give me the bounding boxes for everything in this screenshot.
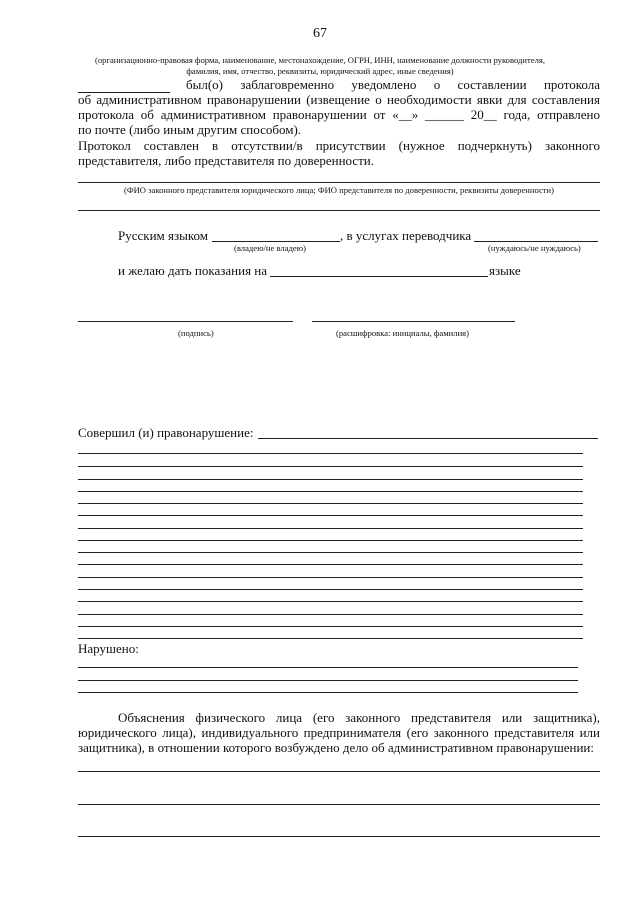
notice-line4: по почте (либо иным другим способом). (78, 122, 302, 137)
explanation-blank-line[interactable] (78, 804, 600, 805)
explanation-line2: юридического лица), индивидуального предпринимателя (его законного представителя или (78, 725, 600, 740)
representative-line-2[interactable] (78, 210, 600, 211)
notice-line3: протокола об административном правонарушении от «__» ______ 20__ года, отправлено (78, 107, 600, 122)
offense-blank-line[interactable] (78, 515, 583, 516)
owns-language-caption: (владею/не владею) (234, 243, 306, 253)
offense-blank-line[interactable] (78, 626, 583, 627)
violated-blank-line[interactable] (78, 680, 578, 681)
offense-blank-line[interactable] (78, 589, 583, 590)
page-number: 67 (313, 26, 327, 41)
offense-blank-line[interactable] (78, 453, 583, 454)
offense-blank-line[interactable] (78, 564, 583, 565)
offense-blank-line[interactable] (78, 601, 583, 602)
signature-caption: (подпись) (178, 328, 214, 338)
offense-blank-line[interactable] (78, 638, 583, 639)
explanation-line3: защитника), в отношении которого возбуждено дело об административном правонарушении: (78, 740, 594, 755)
explanation-line1: Объяснения физического лица (его законного представителя или защитника), (118, 710, 600, 725)
signature-decode-line[interactable] (312, 321, 515, 322)
offense-blank-line[interactable] (78, 479, 583, 480)
translator-blank[interactable] (474, 241, 598, 242)
translator-label: , в услугах переводчика (340, 228, 472, 243)
russian-language-blank[interactable] (212, 241, 340, 242)
representative-caption: (ФИО законного представителя юридического лица; ФИО представителя по доверенности, реквизиты доверенности) (123, 185, 555, 195)
offense-blank-line[interactable] (78, 466, 583, 467)
presence-line2: представителя, либо представителя по доверенности. (78, 153, 375, 168)
russian-language-label: Русским языком (118, 228, 209, 243)
violated-label: Нарушено: (78, 641, 139, 656)
org-caption-line2: фамилия, имя, отчество, реквизиты, юридический адрес, иные сведения) (186, 66, 454, 76)
needs-translator-caption: (нуждаюсь/не нуждаюсь) (488, 243, 581, 253)
offense-blank-line[interactable] (78, 540, 583, 541)
presence-line1: Протокол составлен в отсутствии/в присутствии (нужное подчеркнуть) законного (78, 138, 600, 153)
offense-blank-line[interactable] (78, 577, 583, 578)
representative-line[interactable] (78, 182, 600, 183)
violated-blank-line[interactable] (78, 667, 578, 668)
offense-label: Совершил (и) правонарушение: (78, 425, 254, 440)
offense-first-line[interactable] (258, 438, 598, 439)
testimony-suffix: языке (489, 263, 521, 278)
signature-decode-caption: (расшифровка: инициалы, фамилия) (336, 328, 469, 338)
testimony-language-blank[interactable] (270, 276, 488, 277)
offense-blank-line[interactable] (78, 552, 583, 553)
explanation-blank-line[interactable] (78, 836, 600, 837)
notice-line2: об административном правонарушении (извещение о необходимости явки для составления (78, 92, 600, 107)
offense-blank-line[interactable] (78, 528, 583, 529)
violated-blank-line[interactable] (78, 692, 578, 693)
signature-line[interactable] (78, 321, 293, 322)
offense-blank-line[interactable] (78, 491, 583, 492)
notice-line1: был(о) заблаговременно уведомлено о составлении протокола (186, 77, 600, 92)
explanation-blank-line[interactable] (78, 771, 600, 772)
org-caption-line1: (организационно-правовая форма, наименование, местонахождение, ОГРН, ИНН, наименование должности руководителя, (95, 55, 545, 65)
offense-blank-line[interactable] (78, 503, 583, 504)
offense-blank-line[interactable] (78, 614, 583, 615)
testimony-label: и желаю дать показания на (118, 263, 268, 278)
